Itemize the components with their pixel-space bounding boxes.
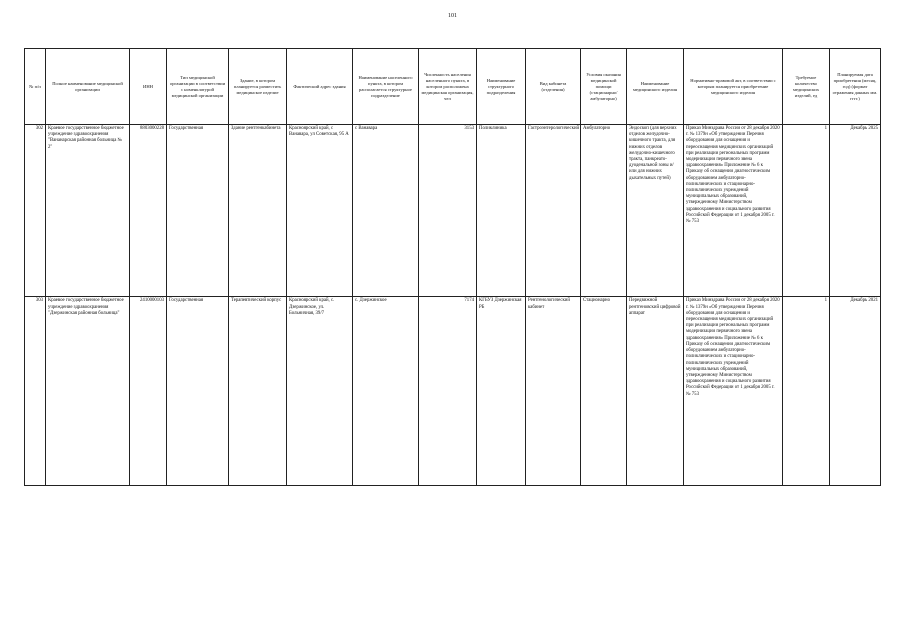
cell-building: Терапевтический корпус <box>229 297 287 486</box>
table-header-row <box>25 49 881 125</box>
cell-conditions: Стационарно <box>581 297 627 486</box>
cell-address: Красноярский край, с. Дзержинское, ул. Больничная, 39/7 <box>287 297 353 486</box>
cell-org-type: Государственная <box>167 297 229 486</box>
cell-population: 7174 <box>419 297 477 486</box>
cell-locality: с. Дзержинское <box>353 297 419 486</box>
cell-cabinet: Рентгенологический кабинет <box>526 297 581 486</box>
cell-unit: КГБУЗ Дзержинская РБ <box>477 297 526 486</box>
header-building: Здание, в котором планируется разместить медицинское изделие <box>229 49 287 125</box>
cell-conditions: Амбулаторно <box>581 125 627 297</box>
header-conditions: Условия оказания медицинской помощи (стационарно/ амбулаторно) <box>581 49 627 125</box>
cell-org-name: Краевое государственное бюджетное учреждение здравоохранения "Вананарская районная больница № 2" <box>46 125 130 297</box>
header-org-type: Тип медицинской организации в соответствии с номенклатурой медицинской организации <box>167 49 229 125</box>
header-locality: Наименование населенного пункта, в котором располагается структурное подразделение <box>353 49 419 125</box>
table-row <box>25 297 881 486</box>
cell-number: 303 <box>25 297 46 486</box>
cell-date: Декабрь 2025 <box>830 125 881 297</box>
page-number: 101 <box>448 13 457 19</box>
cell-device: Передвижной рентгеновский цифровой аппарат <box>627 297 684 486</box>
header-cabinet: Вид кабинета (отделения) <box>526 49 581 125</box>
cell-quantity: 1 <box>783 125 830 297</box>
header-quantity: Требуемое количество медицинских изделий, ед <box>783 49 830 125</box>
cell-cabinet: Гастроэнтерологический <box>526 125 581 297</box>
cell-device: Эндоскоп (для верхних отделов желудочно-кишечного тракта, для нижних отделов желудочно-кишечного тракта, панкреато-дуоденальной зоны и/или для нижних дыхательных путей) <box>627 125 684 297</box>
header-number: № п/п <box>25 49 46 125</box>
cell-address: Красноярский край, с Ванавара, ул Советская, 95 А <box>287 125 353 297</box>
header-date: Планируемая дата приобретения (месяц, год) (формат отражения данных мм. гггг.) <box>830 49 881 125</box>
cell-org-type: Государственная <box>167 125 229 297</box>
cell-locality: с Ванавара <box>353 125 419 297</box>
header-inn: ИНН <box>130 49 167 125</box>
header-device: Наименование медицинского изделия <box>627 49 684 125</box>
header-org-name: Полное наименование медицинской организации <box>46 49 130 125</box>
cell-legal-act: Приказ Минздрава России от 28 декабря 2020 г. № 1379н «Об утверждении Перечня оборудования для оснащения и переоснащения медицинских организаций при реализации региональных программ модернизации первичного звена здравоохранения» Приложение № 6 к Приказу об оснащении диагностическим оборудованием амбулаторно-поликлинических и стационарно-поликлинических учреждений муниципальных образований, утвержденному Министерством здравоохранения и социального развития Российской Федерации от 1 декабря 2005 г. № 753 <box>684 297 783 486</box>
header-legal-act: Нормативно-правовой акт, в соответствии с которым планируется приобретение медицинского изделия <box>684 49 783 125</box>
cell-inn: 2410000103 <box>130 297 167 486</box>
cell-number: 302 <box>25 125 46 297</box>
cell-date: Декабрь 2021 <box>830 297 881 486</box>
cell-org-name: Краевое государственное бюджетное учреждение здравоохранения "Дзержинская районная больница" <box>46 297 130 486</box>
cell-population: 3153 <box>419 125 477 297</box>
table-row <box>25 125 881 297</box>
cell-unit: Поликлиника <box>477 125 526 297</box>
cell-quantity: 1 <box>783 297 830 486</box>
header-unit: Наименование структурного подразделения <box>477 49 526 125</box>
cell-legal-act: Приказ Минздрава России от 28 декабря 2020 г. № 1379н «Об утверждении Перечня оборудования для оснащения и переоснащения медицинских организаций при реализации региональных программ модернизации первичного звена здравоохранения» Приложение № 6 к Приказу об оснащении диагностическим оборудованием амбулаторно-поликлинических и стационарно-поликлинических учреждений муниципальных образований, утвержденному Министерством здравоохранения и социального развития Российской Федерации от 1 декабря 2005 г. № 753 <box>684 125 783 297</box>
cell-inn: 8803000228 <box>130 125 167 297</box>
cell-building: Здание рентгенкабинета <box>229 125 287 297</box>
medical-equipment-table <box>24 48 881 486</box>
header-address: Фактический адрес здания <box>287 49 353 125</box>
header-population: Численность населения населенного пункта, в котором расположена медицинская организация, чел <box>419 49 477 125</box>
